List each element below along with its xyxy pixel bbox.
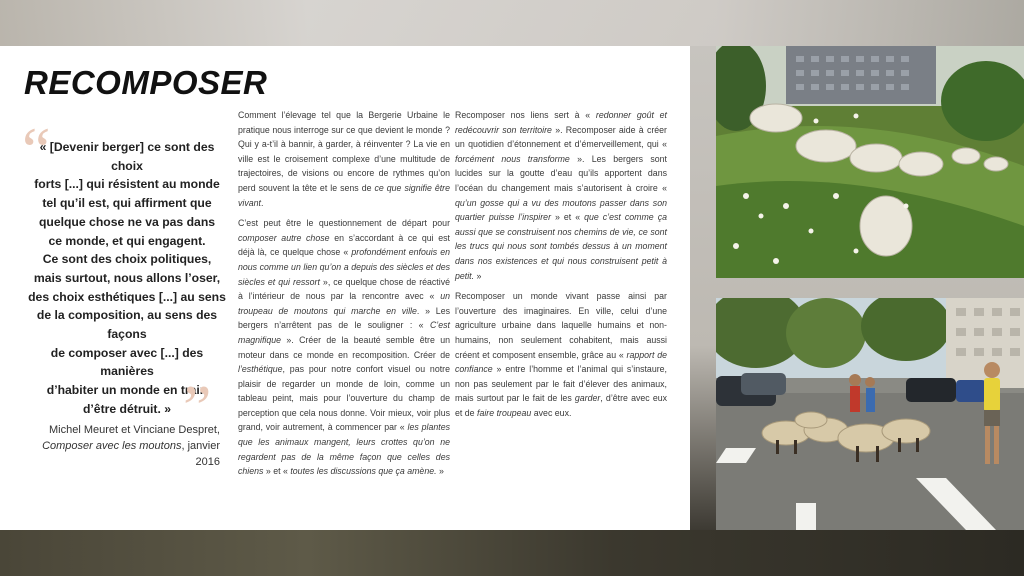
paragraph: Recomposer nos liens sert à « redonner goût et redécouvrir son territoire ». Recomposer aide à créer un quotidien d’étonnement et d’émerveillement, qui « forcément nous transforme ». Les bergers sont lucides sur la goutte d’eau qu’ils apportent dans l’océan du changement mais s’autorisent à croire « qu’un gosse qui a vu des moutons passer dans son quartier puisse l’inspirer » et « que c’est comme ça aussi que se construisent nos chemins de vie, ce sont les trucs qui nous sont tombés dessus à un moment dans nos existences et qui nous construisent petit à petit. » <box>455 110 667 281</box>
quote-line: des choix esthétiques [...] au sens <box>28 289 226 304</box>
paragraph: C’est peut être le questionnement de départ pour composer autre chose en s’accordant à ce qui est déjà là, ce quelque chose « profondément enfouis en nous comme un lien qu’on a depuis des siècles et des siècles et qui ressort », ce quelque chose de réactivé à l’intérieur de nous par la rencontre avec « un troupeau de moutons qui marche en ville. » Les bergers n’arrêtent pas de le souligner : « C’est magnifique ». Créer de la beauté semble être un moteur dans ce monde en recomposition. Créer de l’esthétique, pas pour notre confort visuel ou notre plaisir de regarder un monde de loin, comme un tableau peint, mais pour l’ouverture du champ de perception que cela nous donne. Voir mieux, voir plus grand, voir autrement, à commencer par « les plantes que les animaux mangent, leurs crottes qu’on ne regardent pas de la même façon que celles des chiens » et « toutes les discussions que ça amène. » <box>238 218 451 477</box>
quote-line: mais surtout, nous allons l’oser, <box>33 270 221 285</box>
background-top <box>0 0 1024 46</box>
text-column-2 <box>455 108 667 426</box>
quote-source-title: Composer avec les moutons <box>42 440 182 452</box>
open-quote-icon: “ <box>22 114 51 185</box>
photo-sheep-crossing-street <box>716 298 1024 530</box>
quote-line: quelque chose ne va pas dans <box>38 214 216 229</box>
quote-line: de la composition, au sens des façons <box>36 308 218 342</box>
background-bottom <box>0 530 1024 576</box>
quote-line: de composer avec [...] des manières <box>50 345 204 379</box>
quote-line: tel qu’il est, qui affirment que <box>42 196 212 211</box>
document-page <box>0 46 690 530</box>
text-column-1 <box>238 108 450 485</box>
paragraph: Comment l’élevage tel que la Bergerie Urbaine le pratique nous interroge sur ce que devient le monde ? Qui y a-t’il à bannir, à garder, à réinventer ? La vie en ville est le croisement complexe d’une multitude de trajectoires, de visions ou encore de rythmes qu’on perd souvent la tête et le sens de ce que signifie être vivant. <box>238 110 450 208</box>
page-title: RECOMPOSER <box>24 64 268 101</box>
quote-line: forts [...] qui résistent au monde <box>34 177 220 192</box>
close-quote-icon: ” <box>183 372 212 443</box>
paragraph: Recomposer un monde vivant passe ainsi par l’ouverture des imaginaires. En ville, celui d’une agriculture urbaine dans laquelle humains et non-humains, non seulement cohabitent, mais aussi créent et composent ensemble, grâce au « rapport de confiance » entre l’homme et l’animal qui s’instaure, non pas seulement par le fait d’élever des animaux, mais surtout par le fait de les garder, d’être avec eux et de faire troupeau avec eux. <box>455 291 668 418</box>
photo-sheep-grazing <box>716 46 1024 278</box>
quote-source-date: , janvier 2016 <box>181 440 220 468</box>
quote-line: ce monde, et qui engagent. <box>48 233 206 248</box>
quote-line: d’habiter un monde en train <box>46 383 208 398</box>
quote-line: d’être détruit. » <box>82 401 172 416</box>
quote-line: Ce sont des choix politiques, <box>42 252 212 267</box>
quote-attribution <box>26 422 220 470</box>
quote-author: Michel Meuret et Vinciane Despret, <box>49 424 220 436</box>
quote-line: « [Devenir berger] ce sont des choix <box>39 140 215 173</box>
